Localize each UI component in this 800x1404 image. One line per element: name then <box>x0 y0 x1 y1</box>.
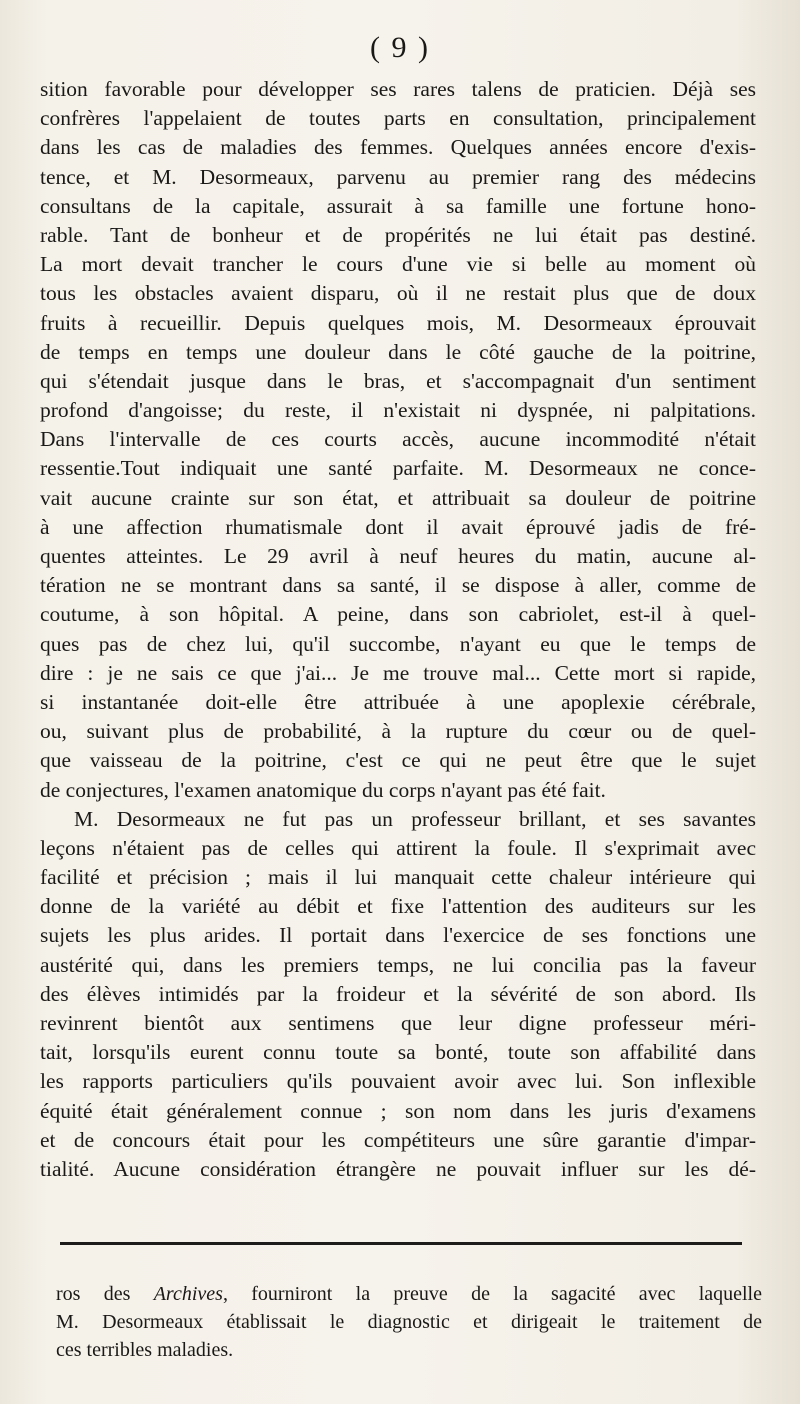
text-line: leçons n'étaient pas de celles qui attirent la foule. Il s'exprimait avec <box>40 835 756 860</box>
text-line: tération ne se montrant dans sa santé, il se dispose à aller, comme de <box>40 573 756 598</box>
text-line: revinrent bientôt aux sentimens que leur digne professeur méri- <box>40 1011 756 1035</box>
text-line: confrères l'appelaient de toutes parts en consultation, principalement <box>40 106 756 131</box>
text-line: équité était généralement connue ; son nom dans les juris d'examens <box>40 1098 756 1123</box>
text-line: consultans de la capitale, assurait à sa famille une fortune hono- <box>40 193 756 218</box>
text-line: tous les obstacles avaient disparu, où il ne restait plus que de doux <box>40 281 756 306</box>
main-text-block <box>40 75 756 1184</box>
footnote-line: ces terribles maladies. <box>56 1339 234 1361</box>
footnote-text: ros des <box>56 1283 154 1305</box>
text-line: ou, suivant plus de probabilité, à la rupture du cœur ou de quel- <box>40 719 756 744</box>
text-line: les rapports particuliers qu'ils pouvaient avoir avec lui. Son inflexible <box>40 1069 756 1094</box>
text-line: rable. Tant de bonheur et de propérités ne lui était pas destiné. <box>40 222 756 247</box>
text-line: austérité qui, dans les premiers temps, ne lui concilia pas la faveur <box>40 952 756 977</box>
footnote-italic-title: Archives <box>153 1283 223 1305</box>
footnote-separator-rule <box>60 1242 742 1245</box>
text-line: à une affection rhumatismale dont il avait éprouvé jadis de fré- <box>40 514 756 539</box>
text-line: vait aucune crainte sur son état, et attribuait sa douleur de poitrine <box>40 485 756 510</box>
text-line: quentes atteintes. Le 29 avril à neuf heures du matin, aucune al- <box>40 544 756 568</box>
text-line: qui s'étendait jusque dans le bras, et s'accompagnait d'un sentiment <box>40 368 756 393</box>
text-line: ques pas de chez lui, qu'il succombe, n'ayant eu que le temps de <box>40 631 756 656</box>
text-line: des élèves intimidés par la froideur et la sévérité de son abord. Ils <box>40 981 756 1006</box>
text-line: profond d'angoisse; du reste, il n'existait ni dyspnée, ni palpitations. <box>40 398 756 423</box>
text-line: tialité. Aucune considération étrangère ne pouvait influer sur les dé- <box>40 1156 756 1181</box>
text-line: coutume, à son hôpital. A peine, dans son cabriolet, est-il à quel- <box>40 602 756 627</box>
text-line: sujets les plus arides. Il portait dans l'exercice de ses fonctions une <box>40 923 756 948</box>
footnote-text: , fourniront la preuve de la sagacité avec laquelle <box>222 1283 762 1305</box>
footnote-line: M. Desormeaux établissait le diagnostic et dirigeait le traitement de <box>56 1311 762 1333</box>
text-line: que vaisseau de la poitrine, c'est ce qui ne peut être que le sujet <box>40 748 756 773</box>
text-line-paragraph-start: M. Desormeaux ne fut pas un professeur brillant, et ses savantes <box>74 806 756 831</box>
text-line: si instantanée doit-elle être attribuée à une apoplexie cérébrale, <box>40 689 756 714</box>
text-line: dire : je ne sais ce que j'ai... Je me trouve mal... Cette mort si rapide, <box>40 660 756 685</box>
text-line: Dans l'intervalle de ces courts accès, aucune incommodité n'était <box>40 427 756 452</box>
text-line: fruits à recueillir. Depuis quelques mois, M. Desormeaux éprouvait <box>40 310 756 335</box>
text-line: de temps en temps une douleur dans le côté gauche de la poitrine, <box>40 339 756 364</box>
text-line: tence, et M. Desormeaux, parvenu au premier rang des médecins <box>40 164 756 189</box>
text-line: de conjectures, l'examen anatomique du corps n'ayant pas été fait. <box>40 777 606 802</box>
footnote-line <box>56 1280 762 1308</box>
text-line: ressentie.Tout indiquait une santé parfaite. M. Desormeaux ne conce- <box>40 456 756 481</box>
page-number: ( 9 ) <box>370 31 430 64</box>
text-line: tait, lorsqu'ils eurent connu toute sa bonté, toute son affabilité dans <box>40 1040 756 1065</box>
text-line: facilité et précision ; mais il lui manquait cette chaleur intérieure qui <box>40 865 756 890</box>
text-line: La mort devait trancher le cours d'une vie si belle au moment où <box>40 252 756 277</box>
text-line: et de concours était pour les compétiteurs une sûre garantie d'impar- <box>40 1127 756 1152</box>
text-line: donne de la variété au débit et fixe l'attention des auditeurs sur les <box>40 894 756 919</box>
text-line: dans les cas de maladies des femmes. Quelques années encore d'exis- <box>40 135 756 160</box>
text-line: sition favorable pour développer ses rares talens de praticien. Déjà ses <box>40 77 756 101</box>
footnote <box>56 1280 762 1364</box>
